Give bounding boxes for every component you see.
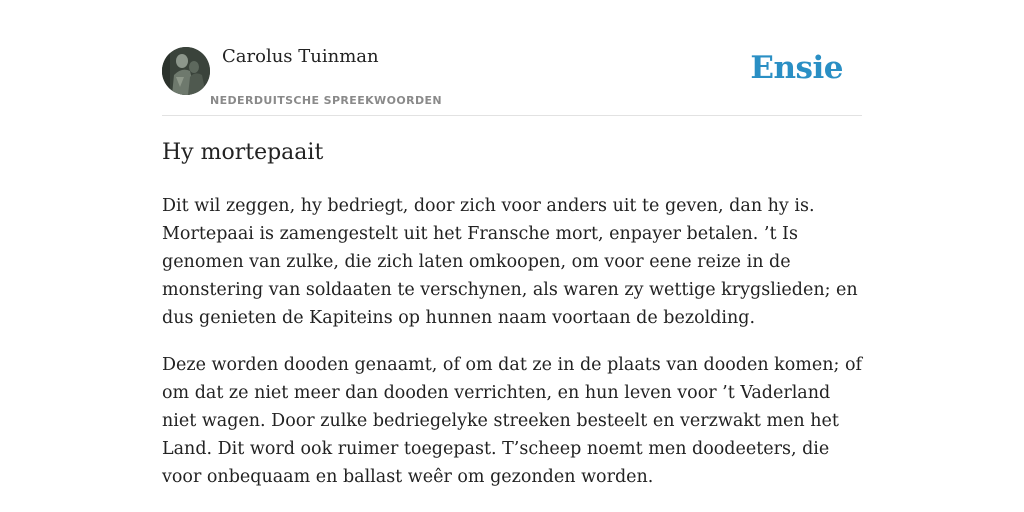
- brand-logo[interactable]: Ensie: [750, 50, 843, 86]
- body-paragraph: Deze worden dooden genaamt, of om dat ze in de plaats van dooden komen; of om dat ze niet meer dan dooden verrichten, en hun leven voor ’t Vaderland niet wagen. Door zulke bedriegelyke streeken besteelt en verzwakt men het Land. Dit word ook ruimer toegepast. T’scheep noemt men doodeeters, die voor onbequaam en ballast weêr om gezonden worden.: [162, 355, 862, 487]
- entry-title: Hy mortepaait: [162, 140, 324, 165]
- collection-name[interactable]: NEDERDUITSCHE SPREEKWOORDEN: [210, 94, 443, 107]
- entry-body: [162, 192, 862, 491]
- author-name[interactable]: Carolus Tuinman: [222, 46, 379, 67]
- body-paragraph: Dit wil zeggen, hy bedriegt, door zich voor anders uit te geven, dan hy is. Mortepaai is zamengestelt uit het Fransche mort, enpayer betalen. ’t Is genomen van zulke, die zich laten omkoopen, om voor eene reize in de monstering van soldaaten te verschynen, als waren zy wettige krygslieden; en dus genieten de Kapiteins op hunnen naam voortaan de bezolding.: [162, 196, 858, 328]
- entry-card: [162, 0, 862, 512]
- statue-image: [162, 47, 210, 95]
- header-divider: [162, 115, 862, 116]
- author-avatar[interactable]: [162, 47, 210, 95]
